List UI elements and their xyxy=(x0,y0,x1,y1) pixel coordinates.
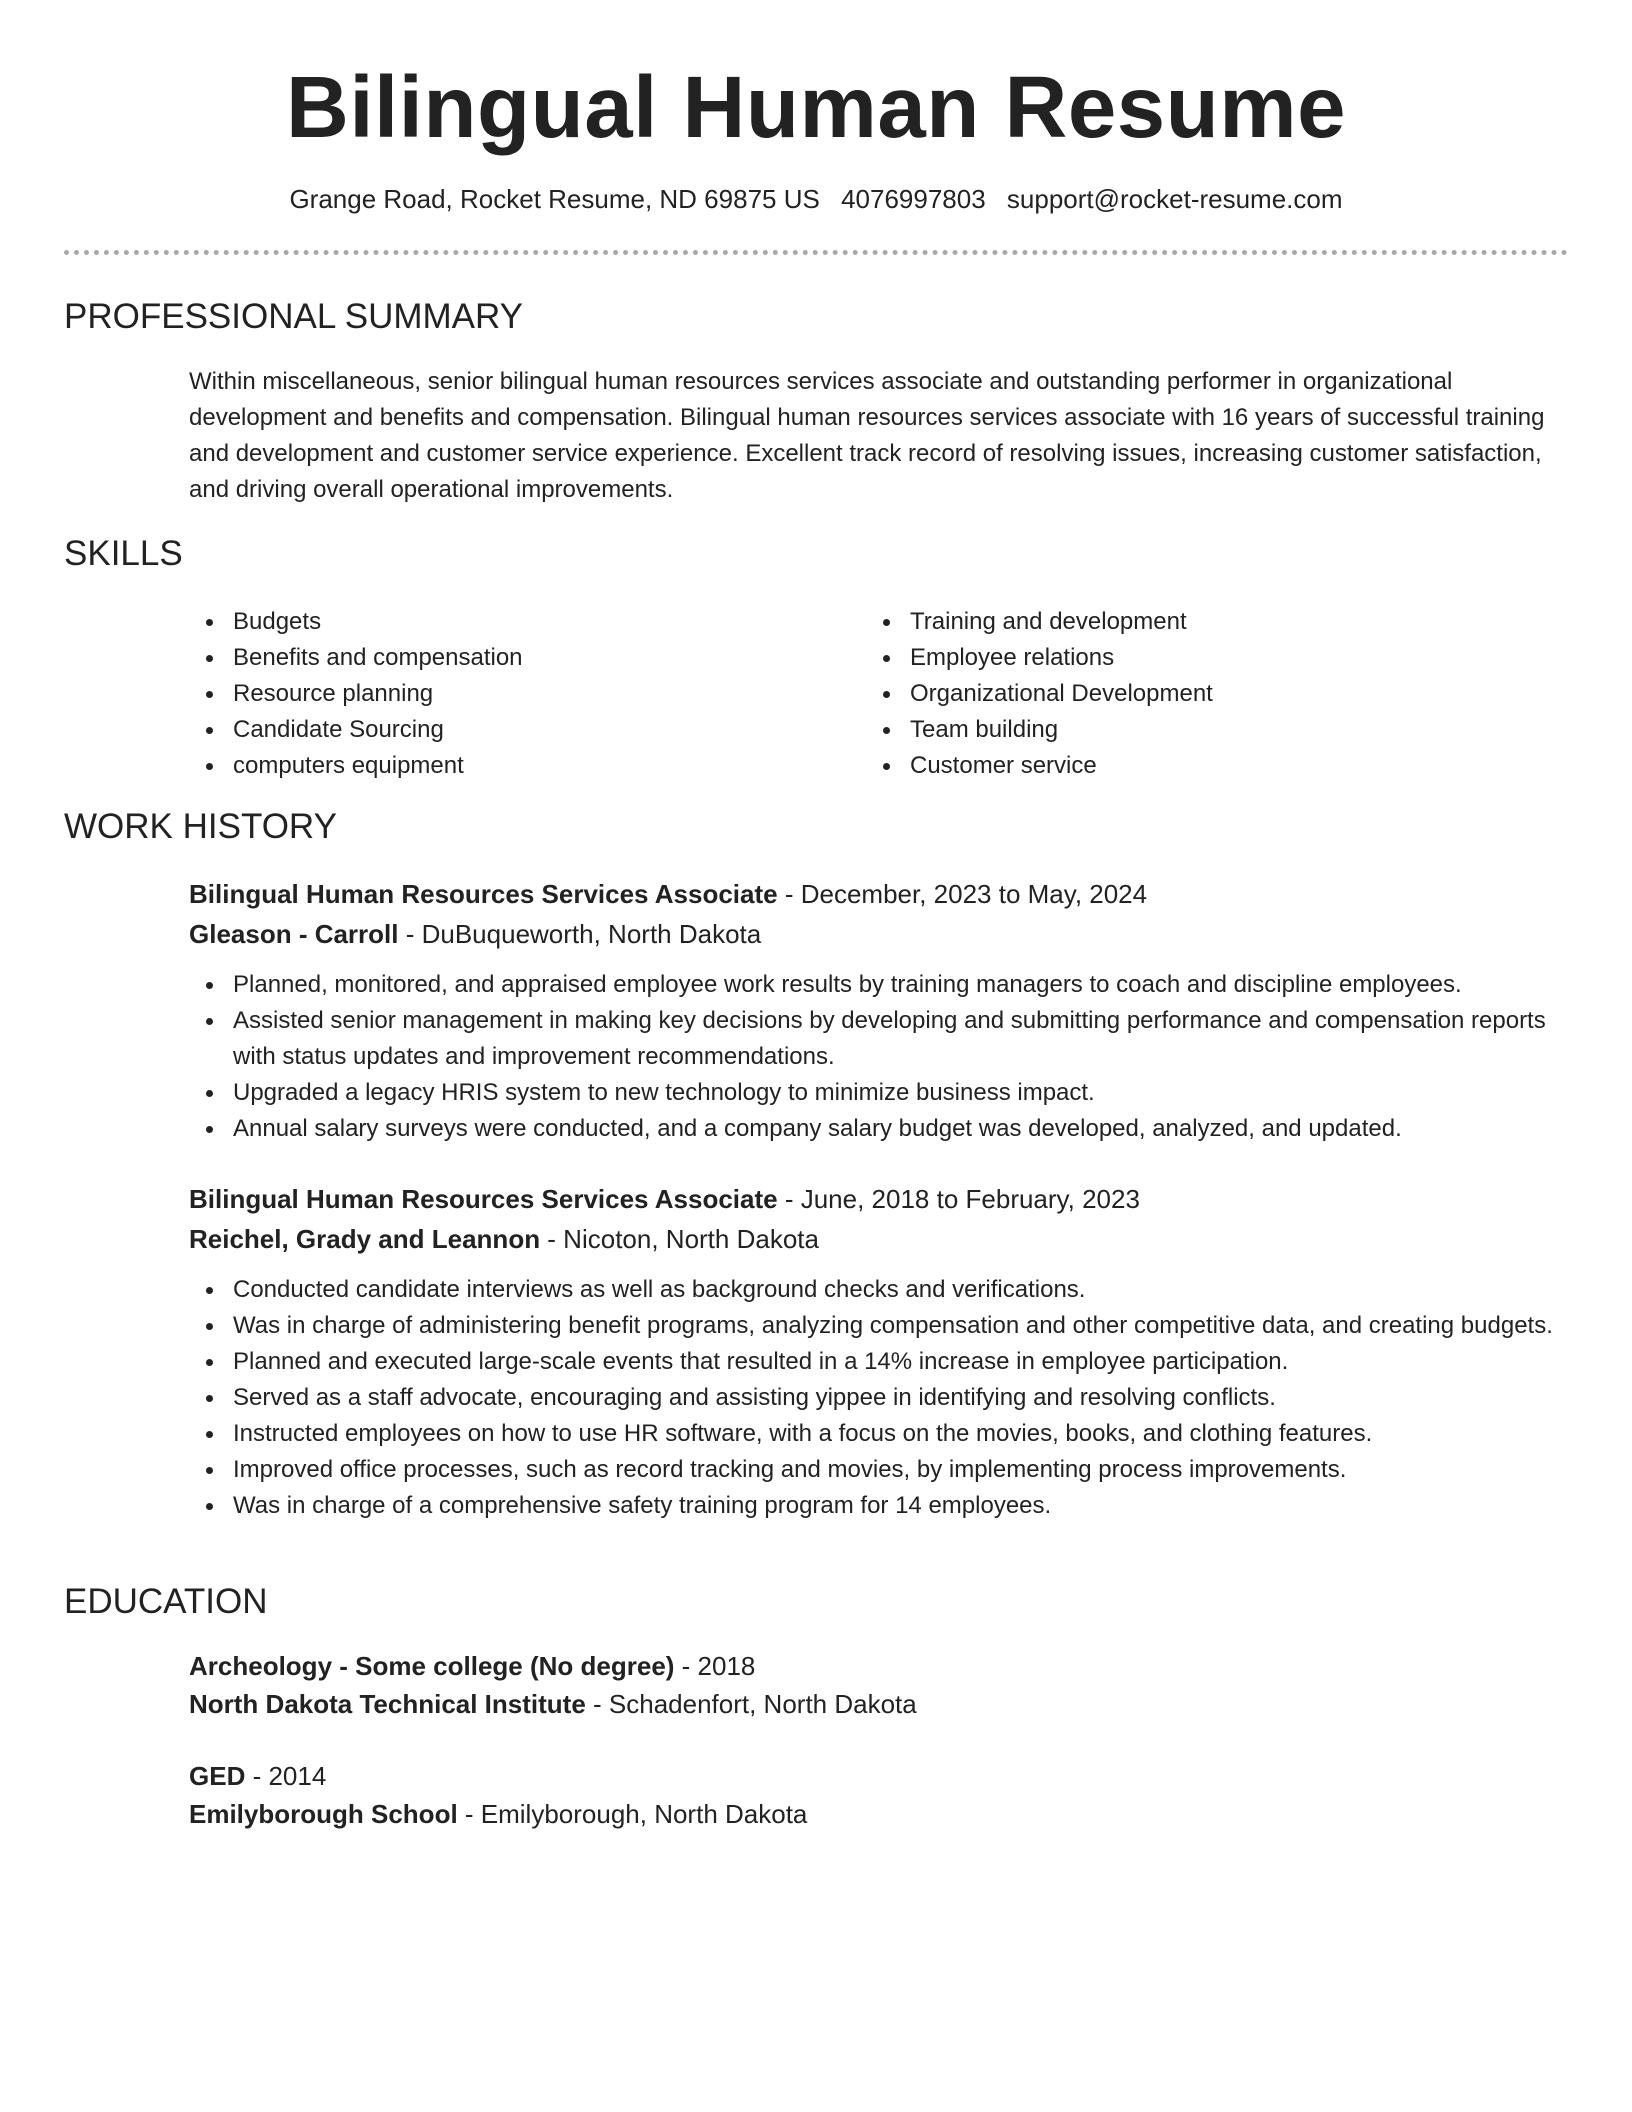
skill-item: computers equipment xyxy=(189,748,809,784)
education-degree: GED xyxy=(189,1761,246,1791)
job-bullet: Instructed employees on how to use HR software, with a focus on the movies, books, and clothing features. xyxy=(189,1416,1569,1452)
job-bullet: Annual salary surveys were conducted, and a company salary budget was developed, analyzed, and updated. xyxy=(189,1111,1569,1147)
skills-list-left xyxy=(189,604,809,784)
skills-heading: SKILLS xyxy=(64,534,183,573)
skill-item: Budgets xyxy=(189,604,809,640)
education-degree-line xyxy=(189,1648,755,1684)
skill-item: Customer service xyxy=(866,748,1486,784)
job-company: Gleason - Carroll xyxy=(189,919,399,949)
skills-list-right xyxy=(866,604,1486,784)
job-bullet: Planned and executed large-scale events that resulted in a 14% increase in employee participation. xyxy=(189,1344,1569,1380)
summary-heading: PROFESSIONAL SUMMARY xyxy=(64,297,523,336)
job-bullet: Upgraded a legacy HRIS system to new technology to minimize business impact. xyxy=(189,1075,1569,1111)
work-heading: WORK HISTORY xyxy=(64,807,337,846)
job-company-line xyxy=(189,1221,819,1257)
job-title-line xyxy=(189,1181,1140,1217)
education-heading: EDUCATION xyxy=(64,1582,268,1621)
job-position: Bilingual Human Resources Services Associate xyxy=(189,1184,778,1214)
skill-item: Team building xyxy=(866,712,1486,748)
skill-item: Benefits and compensation xyxy=(189,640,809,676)
header-divider xyxy=(64,250,1568,255)
job-company: Reichel, Grady and Leannon xyxy=(189,1224,541,1254)
skill-item: Resource planning xyxy=(189,676,809,712)
job-dates: - June, 2018 to February, 2023 xyxy=(777,1184,1140,1214)
education-school: Emilyborough School xyxy=(189,1799,458,1829)
resume-name: Bilingual Human Resume xyxy=(285,59,1346,156)
job-title-line xyxy=(189,876,1147,912)
education-degree: Archeology - Some college (No degree) xyxy=(189,1651,675,1681)
contact-email: support@rocket-resume.com xyxy=(1006,184,1343,214)
skill-item: Training and development xyxy=(866,604,1486,640)
job-bullet: Was in charge of a comprehensive safety training program for 14 employees. xyxy=(189,1488,1569,1524)
job-bullet: Was in charge of administering benefit programs, analyzing compensation and other competitive data, and creating budgets. xyxy=(189,1308,1569,1344)
job-location: - DuBuqueworth, North Dakota xyxy=(398,919,762,949)
job-bullet: Assisted senior management in making key decisions by developing and submitting performance and compensation reports with status updates and improvement recommendations. xyxy=(189,1003,1569,1075)
education-year: - 2018 xyxy=(674,1651,756,1681)
job-location: - Nicoton, North Dakota xyxy=(540,1224,819,1254)
job-bullets xyxy=(189,967,1569,1147)
job-bullets xyxy=(189,1272,1569,1524)
job-bullet: Improved office processes, such as record tracking and movies, by implementing process improvements. xyxy=(189,1452,1569,1488)
education-school-line xyxy=(189,1686,917,1722)
job-bullet: Served as a staff advocate, encouraging and assisting yippee in identifying and resolving conflicts. xyxy=(189,1380,1569,1416)
skill-item: Employee relations xyxy=(866,640,1486,676)
summary-text: Within miscellaneous, senior bilingual human resources services associate and outstanding performer in organizational development and benefits and compensation. Bilingual human resources services associate with 16 years of successful training and development and customer service experience. Excellent track record of resolving issues, increasing customer satisfaction, and driving overall operational improvements. xyxy=(189,368,1545,503)
education-year: - 2014 xyxy=(245,1761,327,1791)
education-degree-line xyxy=(189,1758,326,1794)
education-location: - Emilyborough, North Dakota xyxy=(457,1799,808,1829)
job-position: Bilingual Human Resources Services Associate xyxy=(189,879,778,909)
education-school-line xyxy=(189,1796,807,1832)
education-location: - Schadenfort, North Dakota xyxy=(585,1689,917,1719)
education-school: North Dakota Technical Institute xyxy=(189,1689,586,1719)
job-bullet: Conducted candidate interviews as well as background checks and verifications. xyxy=(189,1272,1569,1308)
job-bullet: Planned, monitored, and appraised employee work results by training managers to coach and discipline employees. xyxy=(189,967,1569,1003)
contact-address: Grange Road, Rocket Resume, ND 69875 US xyxy=(289,184,820,214)
skill-item: Candidate Sourcing xyxy=(189,712,809,748)
job-company-line xyxy=(189,916,761,952)
skill-item: Organizational Development xyxy=(866,676,1486,712)
contact-phone: 4076997803 xyxy=(841,184,986,214)
contact-line xyxy=(0,182,1632,216)
job-dates: - December, 2023 to May, 2024 xyxy=(777,879,1148,909)
